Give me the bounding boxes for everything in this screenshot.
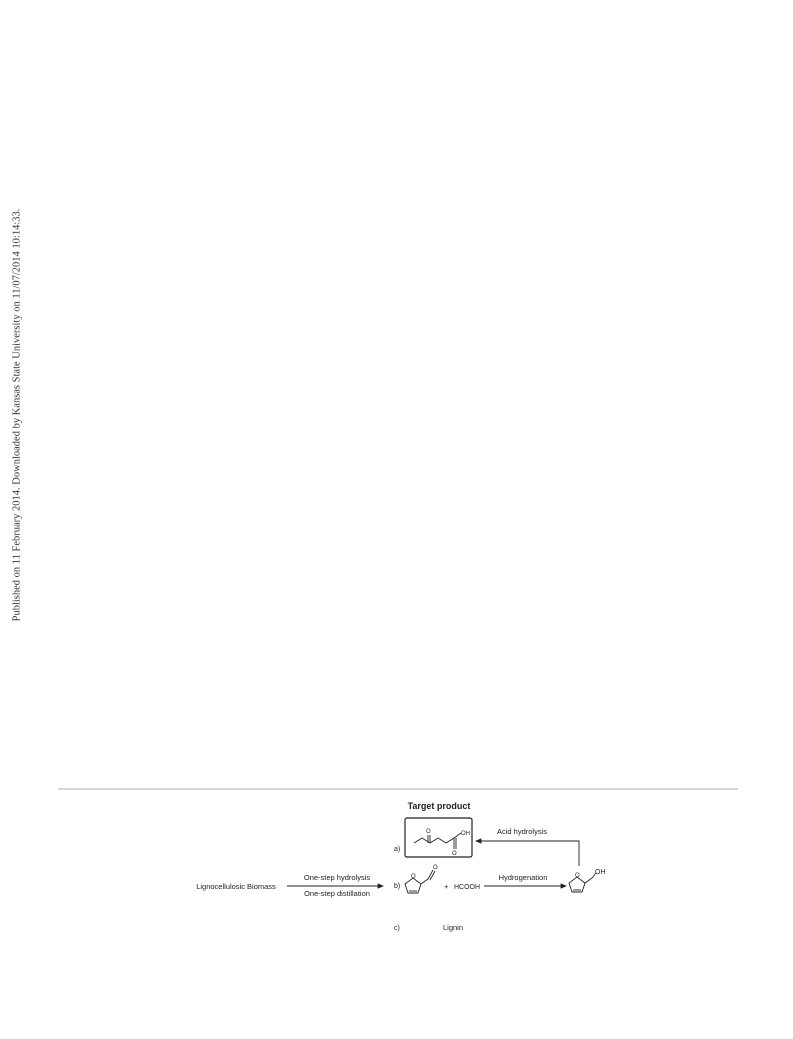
furfural-ring-o: O <box>411 874 416 880</box>
furfuryl-alcohol-structure <box>569 873 596 892</box>
scheme-heading: Target product <box>407 801 471 811</box>
plus-sign: + <box>444 882 449 891</box>
hydrogenation-label: Hydrogenation <box>498 873 548 882</box>
furfural-structure <box>405 870 435 893</box>
furfural-carbonyl-o: O <box>433 865 438 871</box>
feedstock-label: Lignocellulosic Biomass <box>196 882 276 891</box>
target-product-box <box>405 818 472 857</box>
formic-acid-label: HCOOH <box>454 884 481 891</box>
acid-oh-label: OH <box>461 831 470 837</box>
reaction-scheme <box>0 790 793 950</box>
acid-hydrolysis-arrow <box>476 841 579 866</box>
acid-hydrolysis-label: Acid hydrolysis <box>496 827 548 836</box>
furfuryl-oh-label: OH <box>595 869 606 876</box>
step-top-label: One-step hydrolysis <box>303 873 371 882</box>
label-c: c) <box>394 925 400 932</box>
label-b: b) <box>394 883 401 890</box>
lignin-label: Lignin <box>442 923 464 932</box>
furfuryl-ring-o: O <box>575 873 580 879</box>
levulinic-acid-structure <box>414 833 461 849</box>
label-a: a) <box>394 846 401 853</box>
publication-note: Published on 11 February 2014. Downloaded by Kansas State University on 11/07/2014 10:14:33. <box>11 208 23 622</box>
step-bottom-label: One-step distillation <box>304 889 370 898</box>
ketone-o-label: O <box>426 829 431 835</box>
acid-o-label: O <box>452 851 457 857</box>
